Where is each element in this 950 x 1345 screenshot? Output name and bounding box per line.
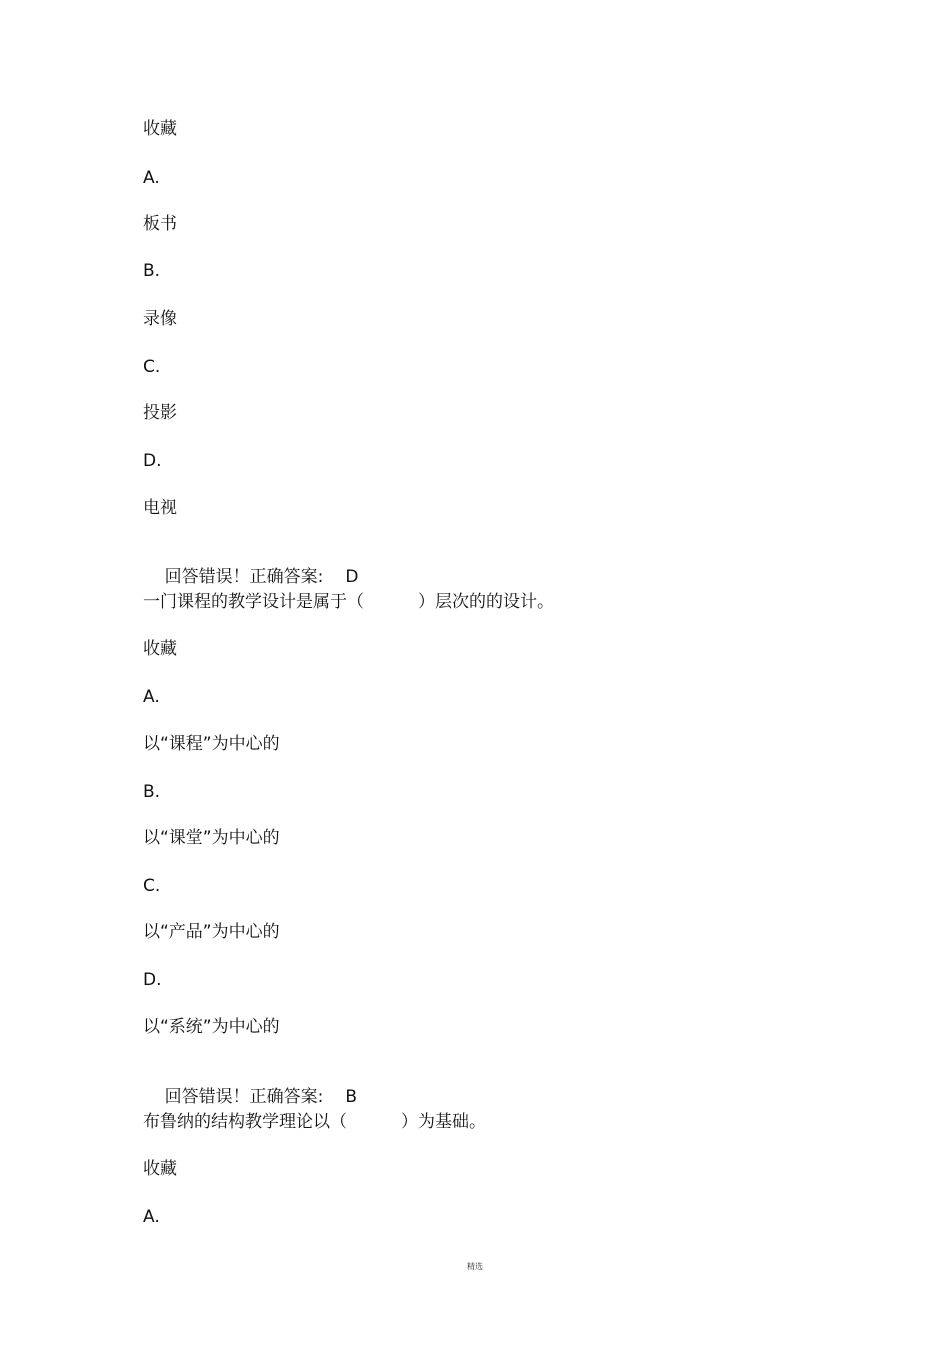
correct-answer: D <box>345 567 359 587</box>
option-letter: D. <box>143 451 162 471</box>
option-text: 板书 <box>143 214 177 234</box>
answer-result-label: 回答错误！正确答案: <box>164 567 324 587</box>
option-letter: C. <box>143 357 161 377</box>
option-letter: A. <box>143 1207 160 1227</box>
page-footer: 精选 <box>467 1262 483 1271</box>
option-letter: A. <box>143 687 160 707</box>
option-letter: A. <box>143 168 160 188</box>
option-letter: C. <box>143 876 161 896</box>
option-text: 以“课程”为中心的 <box>143 734 280 754</box>
option-text: 录像 <box>143 309 177 329</box>
favorite-link[interactable]: 收藏 <box>143 119 177 139</box>
favorite-link[interactable]: 收藏 <box>143 1159 177 1179</box>
option-letter: B. <box>143 261 161 281</box>
question-text: 一门课程的教学设计是属于（ ）层次的的设计。 <box>143 592 555 612</box>
option-letter: D. <box>143 970 162 990</box>
option-text: 电视 <box>143 498 177 518</box>
option-text: 以“产品”为中心的 <box>143 922 280 942</box>
option-text: 以“课堂”为中心的 <box>143 828 280 848</box>
option-text: 以“系统”为中心的 <box>143 1017 280 1037</box>
favorite-link[interactable]: 收藏 <box>143 639 177 659</box>
answer-result-label: 回答错误！正确答案: <box>164 1087 324 1107</box>
option-letter: B. <box>143 782 161 802</box>
question-text: 布鲁纳的结构教学理论以（ ）为基础。 <box>143 1112 487 1132</box>
option-text: 投影 <box>143 403 177 423</box>
correct-answer: B <box>345 1087 358 1107</box>
